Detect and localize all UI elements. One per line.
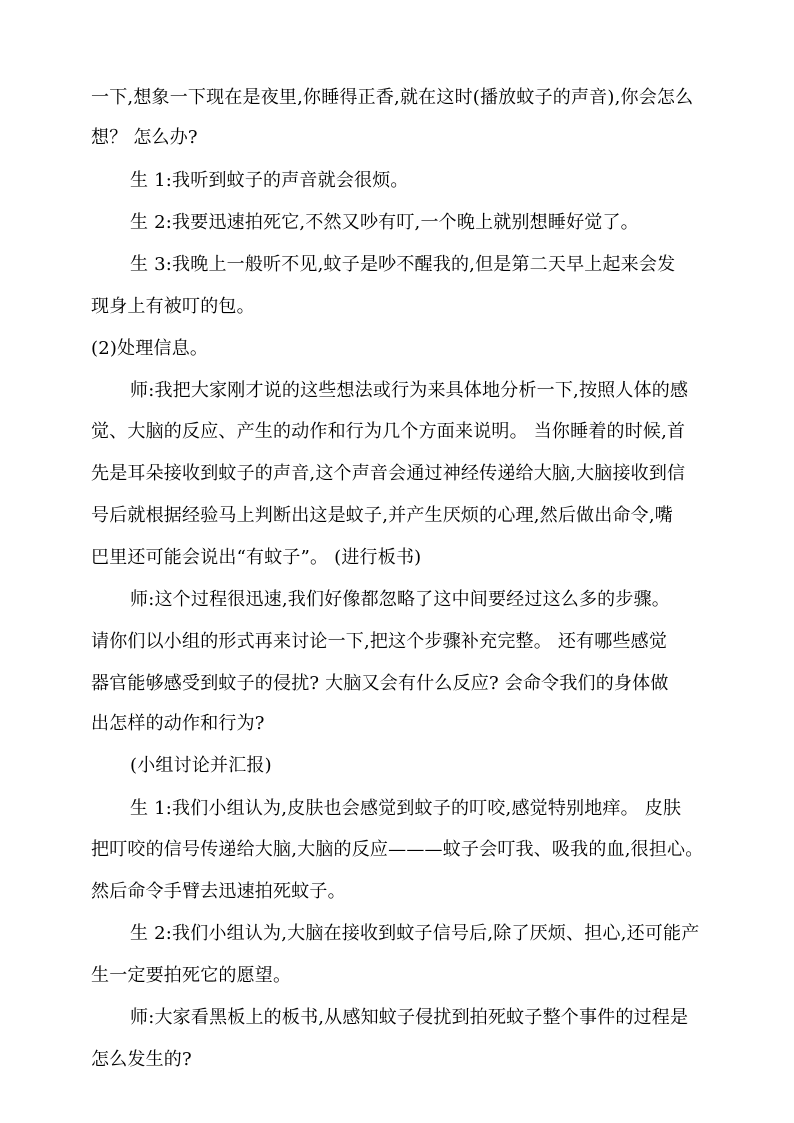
text-line: 怎么发生的? [91, 1049, 192, 1070]
text-line: 想？ 怎么办? [91, 127, 198, 148]
text-line: 先是耳朵接收到蚊子的声音,这个声音会通过神经传递给大脑,大脑接收到信 [91, 463, 686, 484]
text-line: 请你们以小组的形式再来讨论一下,把这个步骤补充完整。 还有哪些感觉 [91, 631, 668, 652]
text-line: 一下,想象一下现在是夜里,你睡得正香,就在这时(播放蚊子的声音),你会怎么 [91, 87, 694, 108]
text-line: 生 1:我们小组认为,皮肤也会感觉到蚊子的叮咬,感觉特别地痒。 皮肤 [130, 798, 682, 819]
text-line: 生一定要拍死它的愿望。 [91, 965, 292, 986]
text-line: 师:这个过程很迅速,我们好像都忽略了这中间要经过这么多的步骤。 [130, 589, 670, 610]
text-line: 生 1:我听到蚊子的声音就会很烦。 [130, 170, 409, 191]
text-line: 师:我把大家刚才说的这些想法或行为来具体地分析一下,按照人体的感 [130, 380, 689, 401]
text-line: 出怎样的动作和行为? [91, 713, 265, 734]
text-line: 生 2:我要迅速拍死它,不然又吵有叮,一个晚上就别想睡好觉了。 [130, 212, 639, 233]
text-line: 现身上有被叮的包。 [91, 296, 255, 317]
text-line: 号后就根据经验马上判断出这是蚊子,并产生厌烦的心理,然后做出命令,嘴 [91, 505, 673, 526]
text-line: 巴里还可能会说出“有蚊子”。 (进行板书) [91, 547, 422, 568]
text-line: 觉、大脑的反应、产生的动作和行为几个方面来说明。 当你睡着的时候,首 [91, 421, 686, 442]
text-line: 把叮咬的信号传递给大脑,大脑的反应———蚊子会叮我、吸我的血,很担心。 [91, 839, 704, 860]
text-line: 然后命令手臂去迅速拍死蚊子。 [91, 881, 346, 902]
text-line: (小组讨论并汇报) [130, 755, 272, 776]
section-heading: (2)处理信息。 [91, 338, 209, 359]
text-line: 师:大家看黑板上的板书,从感知蚊子侵扰到拍死蚊子整个事件的过程是 [130, 1007, 689, 1028]
text-line: 器官能够感受到蚊子的侵扰? 大脑又会有什么反应? 会命令我们的身体做 [91, 673, 669, 694]
text-line: 生 3:我晚上一般听不见,蚊子是吵不醒我的,但是第二天早上起来会发 [130, 254, 676, 275]
text-line: 生 2:我们小组认为,大脑在接收到蚊子信号后,除了厌烦、担心,还可能产 [130, 923, 700, 944]
